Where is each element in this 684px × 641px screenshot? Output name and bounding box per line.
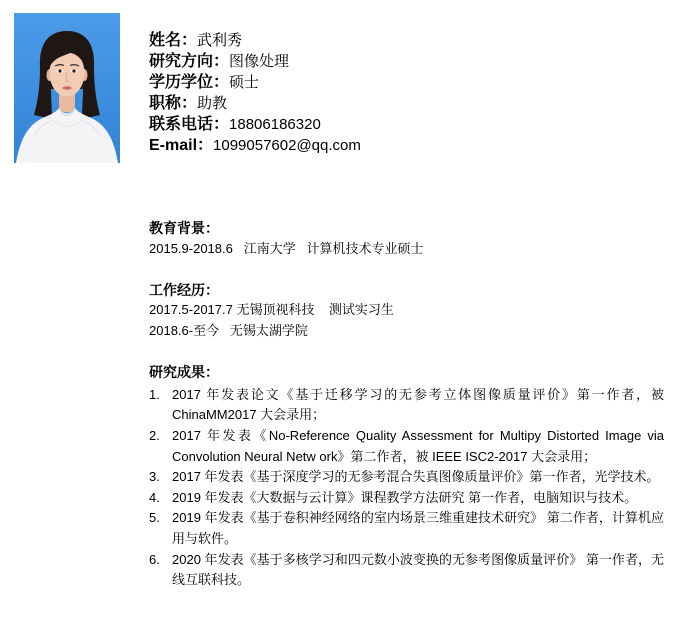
email-value: 1099057602@qq.com	[213, 137, 361, 154]
education-entry: 2015.9-2018.6 江南大学 计算机技术专业硕士	[149, 240, 424, 256]
publication-number: 4.	[149, 489, 160, 505]
publication-number: 5.	[149, 510, 160, 526]
research-direction-value: 图像处理	[229, 53, 290, 70]
name-label: 姓名：	[149, 32, 198, 49]
work-entry: 2017.5-2017.7 无锡顶视科技 测试实习生	[149, 302, 394, 318]
work-section	[149, 280, 669, 342]
publication-text: 2020 年发表《基于多核学习和四元数小波变换的无参考图像质量评价》 第一作者，无线互联科技。	[172, 551, 664, 588]
publication-text: 2017 年发表论文《基于迁移学习的无参考立体图像质量评价》第一作者，被ChinaMM2017 大会录用；	[172, 386, 664, 423]
publication-item	[149, 550, 669, 591]
publication-item	[149, 385, 669, 426]
title-label: 职称：	[149, 95, 198, 112]
publication-number: 3.	[149, 469, 160, 485]
title-value: 助教	[197, 95, 228, 112]
research-section	[149, 362, 669, 591]
degree-value: 硕士	[229, 74, 260, 91]
publication-number: 6.	[149, 551, 160, 567]
degree-label: 学历学位：	[149, 74, 230, 91]
publication-text: 2019 年发表《大数据与云计算》课程教学方法研究 第一作者，电脑知识与技术。	[172, 489, 638, 505]
right-pupil	[72, 69, 75, 72]
publication-list	[149, 385, 669, 591]
education-section	[149, 218, 669, 259]
publication-number: 2.	[149, 427, 160, 443]
publication-item	[149, 508, 669, 549]
profile-photo	[14, 13, 120, 163]
work-heading: 工作经历：	[149, 281, 219, 298]
email-label: E-mail：	[149, 137, 214, 154]
phone-value: 18806186320	[229, 116, 321, 133]
work-entry: 2018.6-至今 无锡太湖学院	[149, 322, 308, 338]
publication-text: 2019 年发表《基于卷积神经网络的室内场景三维重建技术研究》 第二作者，计算机应用与软件。	[172, 510, 664, 546]
research-direction-label: 研究方向：	[149, 53, 230, 70]
publication-number: 1.	[149, 386, 160, 402]
publication-text: 2017 年发表《基于深度学习的无参考混合失真图像质量评价》第一作者，光学技术。	[172, 469, 660, 485]
profile-row-research-direction	[149, 51, 361, 72]
lips	[62, 86, 71, 90]
left-pupil	[58, 69, 61, 72]
publication-item	[149, 426, 669, 467]
publication-item	[149, 488, 669, 509]
profile-row-name	[149, 30, 361, 51]
name-value: 武利秀	[197, 32, 243, 49]
profile-row-phone	[149, 114, 361, 135]
profile-details	[149, 218, 669, 591]
profile-row-email	[149, 135, 361, 156]
profile-row-title	[149, 93, 361, 114]
phone-label: 联系电话：	[149, 116, 230, 133]
research-heading: 研究成果：	[149, 364, 219, 381]
profile-row-degree	[149, 72, 361, 93]
publication-item	[149, 467, 669, 488]
publication-text: 2017 年发表《No-Reference Quality Assessment for Multipy Distorted Image via Convolution Neural Netw ork》第二作者，被 IEEE ISC2-2017 大会录用；	[172, 427, 664, 464]
profile-info	[149, 30, 361, 156]
education-heading: 教育背景：	[149, 220, 219, 236]
